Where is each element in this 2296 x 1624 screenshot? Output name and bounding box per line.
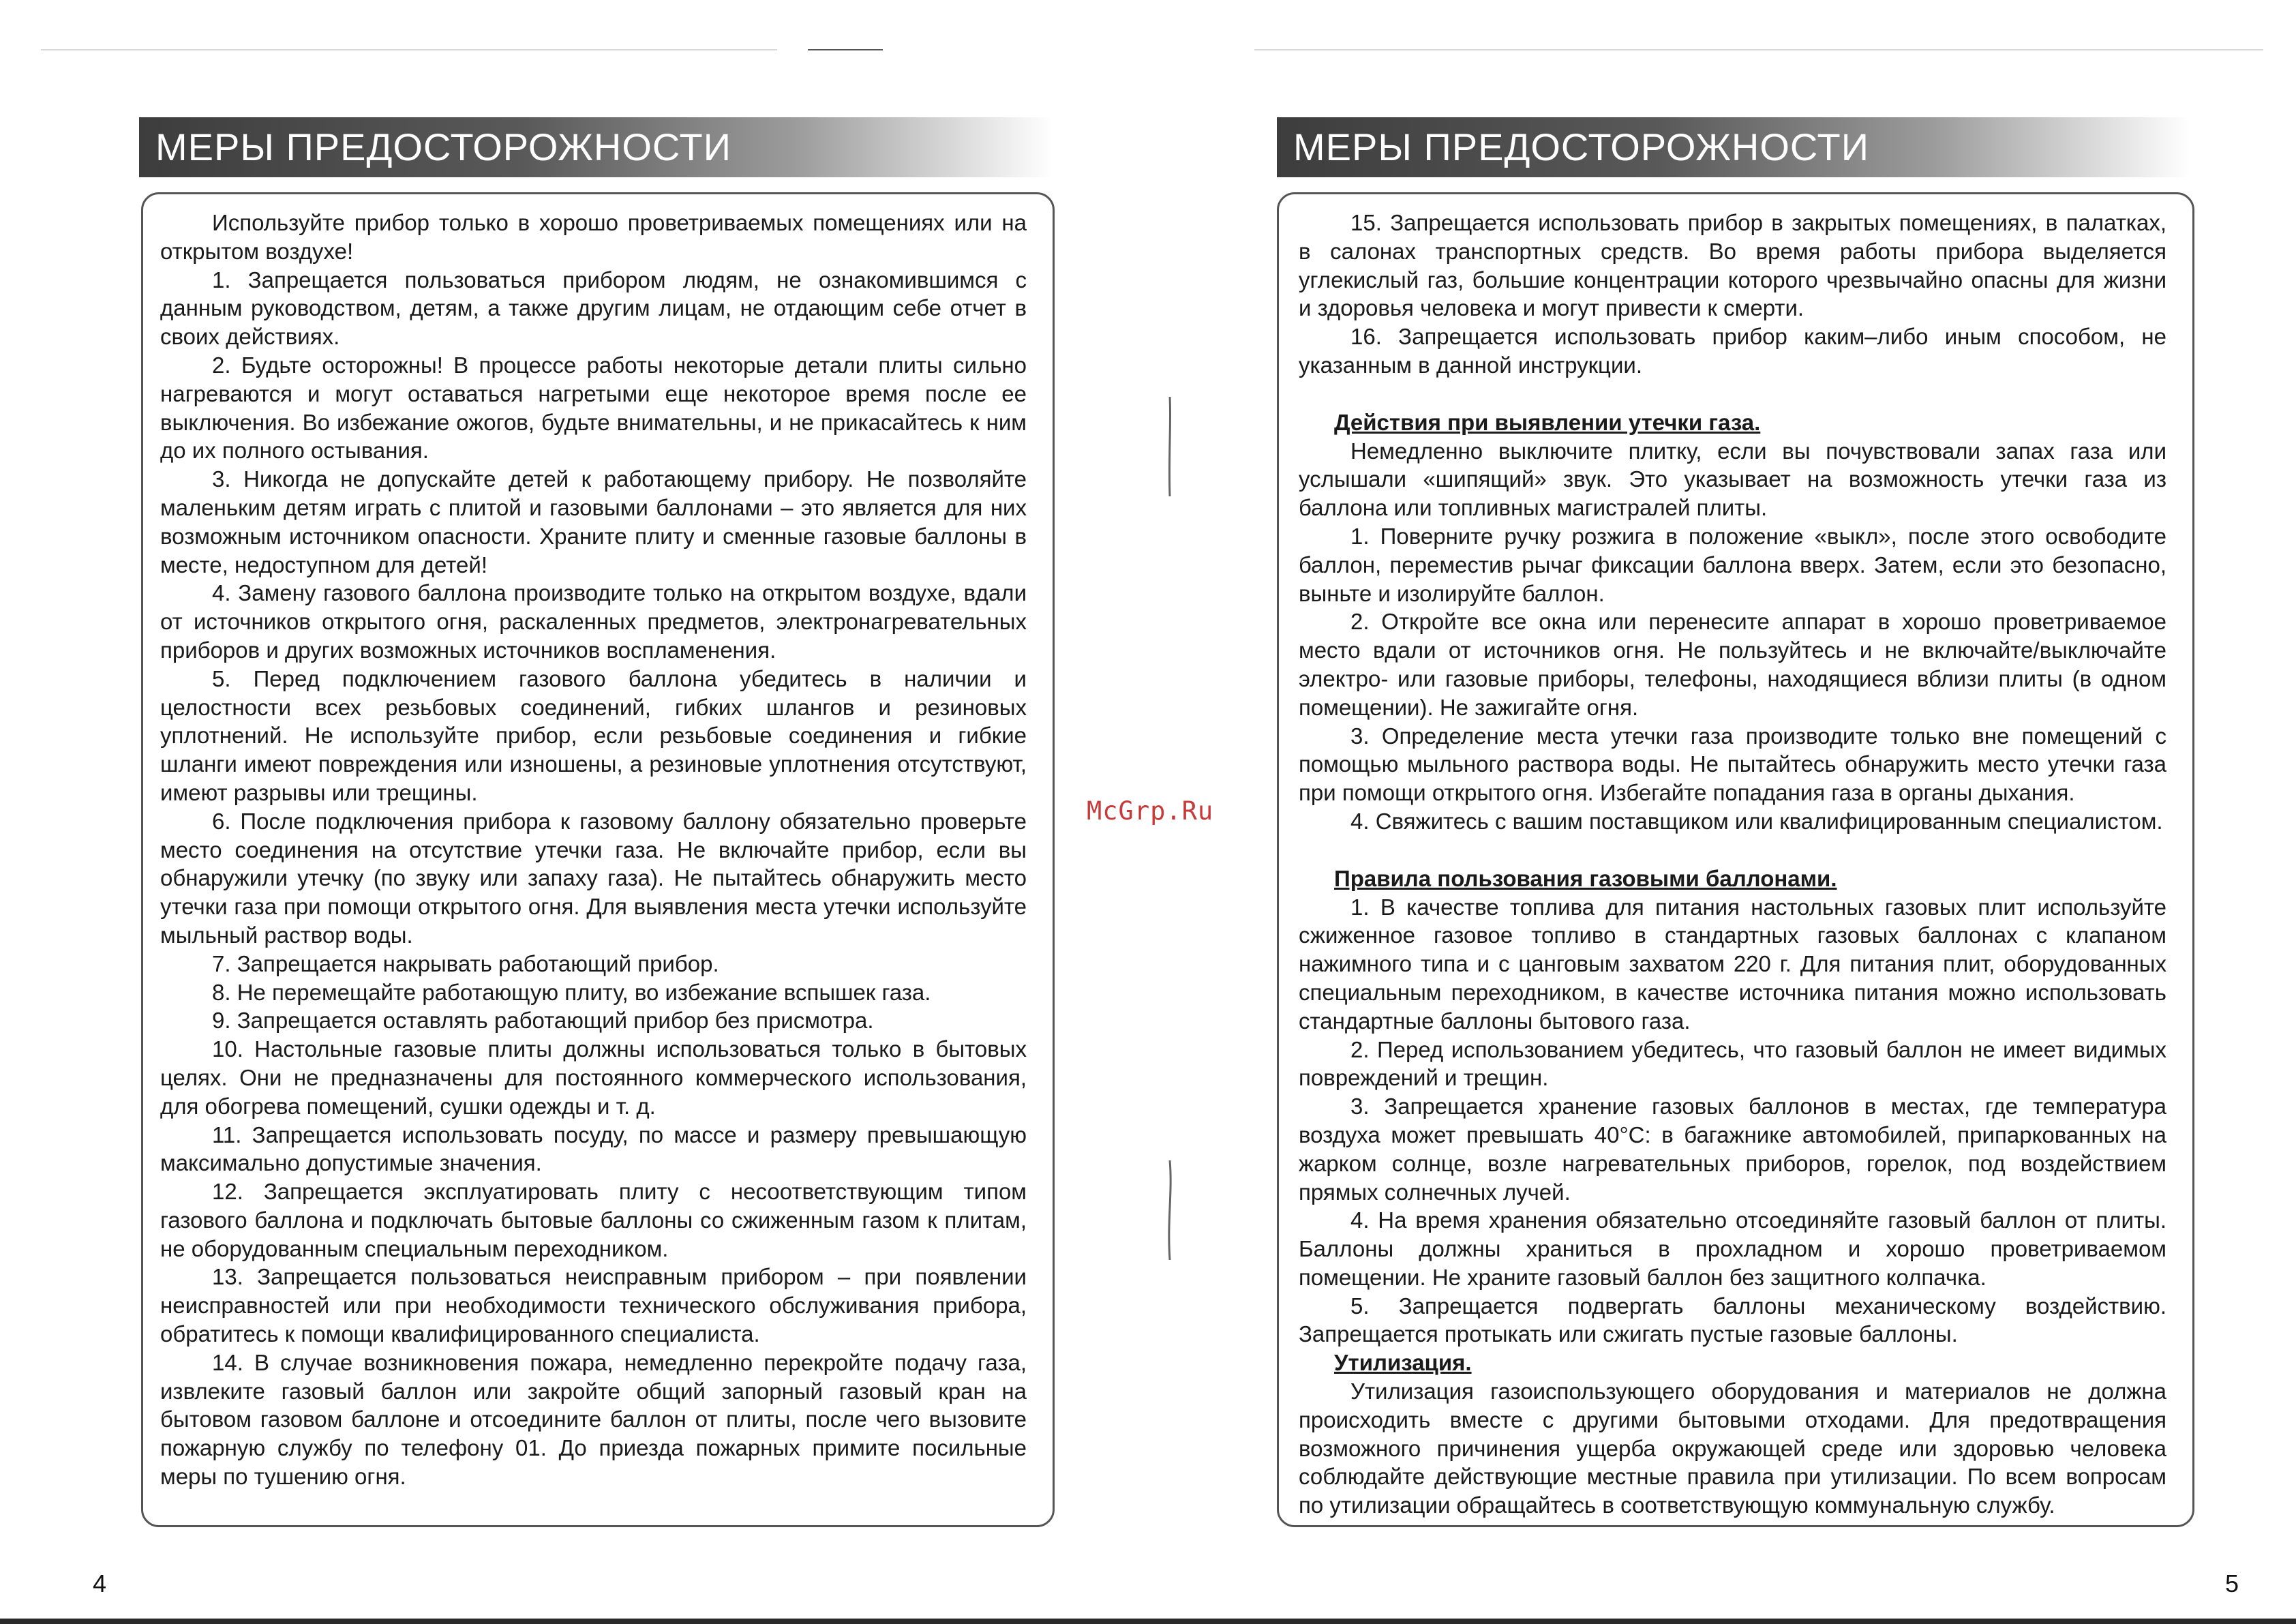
left-paragraph-1: 1. Запрещается пользоваться прибором людям, не ознакомившимся с данным руководством, детям, а также другим лицам, не отдающим себе отчет в своих действиях. bbox=[160, 267, 1027, 350]
cylinder-section-title: Правила пользования газовыми баллонами. bbox=[1334, 865, 1837, 891]
right-page-text bbox=[1299, 209, 2166, 1520]
left-paragraph-6: 6. После подключения прибора к газовому баллону обязательно проверьте место соединения на отсутствие утечки газа. Не включайте прибор, если вы обнаружили утечку (по звуку или запаху газа). Не пытайтесь обнаружить место утечки газа при помощи открытого огня. Для выявления места утечки используйте мыльный раствор воды. bbox=[160, 808, 1027, 948]
leak-section-lead: Немедленно выключите плитку, если вы почувствовали запах газа или услышали «шипящий» звук. Это указывает на возможность утечки газа из баллона или топливных магистралей плиты. bbox=[1299, 438, 2166, 521]
right-paragraph-16: 16. Запрещается использовать прибор каким–либо иным способом, не указанным в данной инструкции. bbox=[1299, 324, 2166, 378]
left-paragraph-2: 2. Будьте осторожны! В процессе работы некоторые детали плиты сильно нагреваются и могут оставаться нагретыми еще некоторое время после ее выключения. Во избежание ожогов, будьте внимательны, и не прикасайтесь к ним до их полного остывания. bbox=[160, 352, 1027, 464]
left-paragraph-11: 11. Запрещается использовать посуду, по массе и размеру превышающую максимально допустимые значения. bbox=[160, 1122, 1027, 1176]
cylinder-item-4: 4. На время хранения обязательно отсоединяйте газовый баллон от плиты. Баллоны должны храниться в прохладном и хорошо проветриваемом помещении. Не храните газовый баллон без защитного колпачка. bbox=[1299, 1207, 2166, 1290]
cylinder-item-5: 5. Запрещается подвергать баллоны механическому воздействию. Запрещается протыкать или сжигать пустые газовые баллоны. bbox=[1299, 1293, 2166, 1347]
leak-item-4: 4. Свяжитесь с вашим поставщиком или квалифицированным специалистом. bbox=[1350, 808, 2163, 834]
left-paragraph-10: 10. Настольные газовые плиты должны использоваться только в бытовых целях. Они не предназначены для постоянного коммерческого использования, для обогрева помещений, сушки одежды и т. д. bbox=[160, 1036, 1027, 1119]
left-page-text bbox=[160, 209, 1027, 1491]
scan-bottom-edge bbox=[0, 1619, 2296, 1624]
binding-staple-mark-top bbox=[1163, 395, 1177, 498]
scan-edge-line-left bbox=[41, 49, 777, 50]
left-paragraph-14: 14. В случае возникновения пожара, немедленно перекройте подачу газа, извлеките газовый баллон или закройте общий запорный газовый кран на бытовом газовом баллоне и отсоедините баллон от плиты, после чего вызовите пожарную службу по телефону 01. До приезда пожарных примите посильные меры по тушению огня. bbox=[160, 1349, 1027, 1490]
left-paragraph-intro: Используйте прибор только в хорошо проветриваемых помещениях или на открытом воздухе! bbox=[160, 210, 1027, 264]
leak-item-2: 2. Откройте все окна или перенесите аппарат в хорошо проветриваемое место вдали от источников огня. Не пользуйтесь и не включайте/выключайте электро- или газовые приборы, телефоны, находящиеся вблизи плиты (в одном помещении). Не зажигайте огня. bbox=[1299, 609, 2166, 720]
left-paragraph-8: 8. Не перемещайте работающую плиту, во избежание вспышек газа. bbox=[212, 979, 931, 1005]
left-page-number: 4 bbox=[93, 1569, 107, 1597]
watermark-text: McGrp.Ru bbox=[1087, 796, 1214, 826]
left-paragraph-5: 5. Перед подключением газового баллона убедитесь в наличии и целостности всех резьбовых соединений, гибких шлангов и резиновых уплотнений. Не используйте прибор, если резьбовые соединения и гибкие шланги имеют повреждения или изношены, а резиновые уплотнения отсутствуют, имеют разрывы или трещины. bbox=[160, 665, 1027, 805]
binding-staple-mark-bottom bbox=[1163, 1159, 1177, 1261]
leak-item-1: 1. Поверните ручку розжига в положение «выкл», после этого освободите баллон, переместив рычаг фиксации баллона вверх. Затем, если это безопасно, выньте и изолируйте баллон. bbox=[1299, 523, 2166, 606]
section-gap bbox=[1299, 836, 2166, 864]
cylinder-item-2: 2. Перед использованием убедитесь, что газовый баллон не имеет видимых повреждений и трещин. bbox=[1299, 1036, 2166, 1091]
leak-section-title: Действия при выявлении утечки газа. bbox=[1334, 409, 1761, 435]
right-page-header: МЕРЫ ПРЕДОСТОРОЖНОСТИ bbox=[1277, 117, 2190, 177]
left-paragraph-12: 12. Запрещается эксплуатировать плиту с несоответствующим типом газового баллона и подключать бытовые баллоны со сжиженным газом к плитам, не оборудованным специальным переходником. bbox=[160, 1179, 1027, 1261]
leak-item-3: 3. Определение места утечки газа производите только вне помещений с помощью мыльного раствора воды. Не пытайтесь обнаружить место утечки газа при помощи открытого огня. Избегайте попадания газа в органы дыхания. bbox=[1299, 723, 2166, 806]
left-paragraph-4: 4. Замену газового баллона производите только на открытом воздухе, вдали от источников открытого огня, раскаленных предметов, электронагревательных приборов и других возможных источников воспламенения. bbox=[160, 580, 1027, 663]
section-gap bbox=[1299, 380, 2166, 408]
left-paragraph-13: 13. Запрещается пользоваться неисправным прибором – при появлении неисправностей или при необходимости технического обслуживания прибора, обратитесь к помощи квалифицированного специалиста. bbox=[160, 1264, 1027, 1347]
left-paragraph-9: 9. Запрещается оставлять работающий прибор без присмотра. bbox=[212, 1008, 874, 1034]
left-paragraph-7: 7. Запрещается накрывать работающий прибор. bbox=[212, 950, 719, 976]
cylinder-item-3: 3. Запрещается хранение газовых баллонов в местах, где температура воздуха может превышать 40°С: в багажнике автомобилей, припаркованных на жарком солнце, возле нагревательных приборов, горелок, под воздействием прямых солнечных лучей. bbox=[1299, 1094, 2166, 1205]
left-page-header: МЕРЫ ПРЕДОСТОРОЖНОСТИ bbox=[139, 117, 1053, 177]
right-page-number: 5 bbox=[2225, 1569, 2239, 1597]
cylinder-item-1: 1. В качестве топлива для питания настольных газовых плит используйте сжиженное газовое топливо в стандартных газовых баллонах с клапаном нажимного типа и с цанговым захватом 220 г. Для питания плит, оборудованных специальным переходником, в качестве источника питания можно использовать стандартные баллоны бытового газа. bbox=[1299, 894, 2166, 1034]
scan-edge-line-right bbox=[1254, 49, 2263, 50]
scan-edge-line-center bbox=[808, 49, 883, 50]
right-paragraph-15: 15. Запрещается использовать прибор в закрытых помещениях, в палатках, в салонах транспортных средств. Во время работы прибора выделяется углекислый газ, большие концентрации которого чрезвычайно опасны для жизни и здоровья человека и могут привести к смерти. bbox=[1299, 210, 2166, 321]
left-paragraph-3: 3. Никогда не допускайте детей к работающему прибору. Не позволяйте маленьким детям играть с плитой и газовыми баллонами – это является для них возможным источником опасности. Храните плиту и сменные газовые баллоны в месте, недоступном для детей! bbox=[160, 466, 1027, 577]
disposal-section-title: Утилизация. bbox=[1334, 1350, 1472, 1376]
disposal-section-text: Утилизация газоиспользующего оборудования и материалов не должна происходить вместе с другими бытовыми отходами. Для предотвращения возможного причинения ущерба окружающей среде или здоровью человека соблюдайте действующие местные правила при утилизации. По всем вопросам по утилизации обращайтесь в соответствующую коммунальную службу. bbox=[1299, 1379, 2166, 1518]
